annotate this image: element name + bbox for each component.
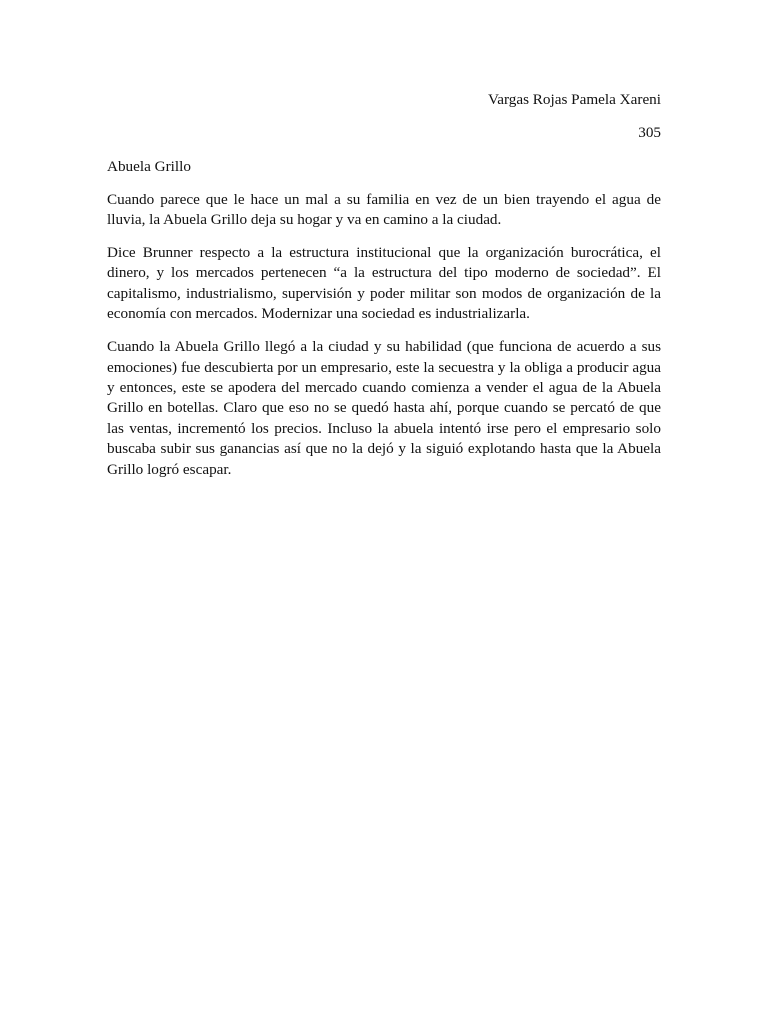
group-number: 305 <box>638 124 661 142</box>
author-name: Vargas Rojas Pamela Xareni <box>487 91 661 108</box>
document-page <box>107 90 661 493</box>
paragraph: Cuando parece que le hace un mal a su familia en vez de un bien trayendo el agua de lluvia, la Abuela Grillo deja su hogar y va en camino a la ciudad. <box>107 190 661 229</box>
paragraph: Dice Brunner respecto a la estructura institucional que la organización burocrática, el dinero, y los mercados pertenecen “a la estructura del tipo moderno de sociedad”. El capitalismo, industrialismo, supervisión y poder militar son modos de organización de la economía con mercados. Modernizar una sociedad es industrializarla. <box>107 244 661 323</box>
document-title: Abuela Grillo <box>107 157 191 175</box>
paragraph: Cuando la Abuela Grillo llegó a la ciudad y su habilidad (que funciona de acuerdo a sus emociones) fue descubierta por un empresario, este la secuestra y la obliga a producir agua y entonces, este se apodera del mercado cuando comienza a vender el agua de la Abuela Grillo en botellas. Claro que eso no se quedó hasta ahí, porque cuando se percató de que las ventas, incrementó los precios. Incluso la abuela intentó irse pero el empresario solo buscaba subir sus ganancias así que no la dejó y la siguió explotando hasta que la Abuela Grillo logró escapar. <box>107 338 661 478</box>
